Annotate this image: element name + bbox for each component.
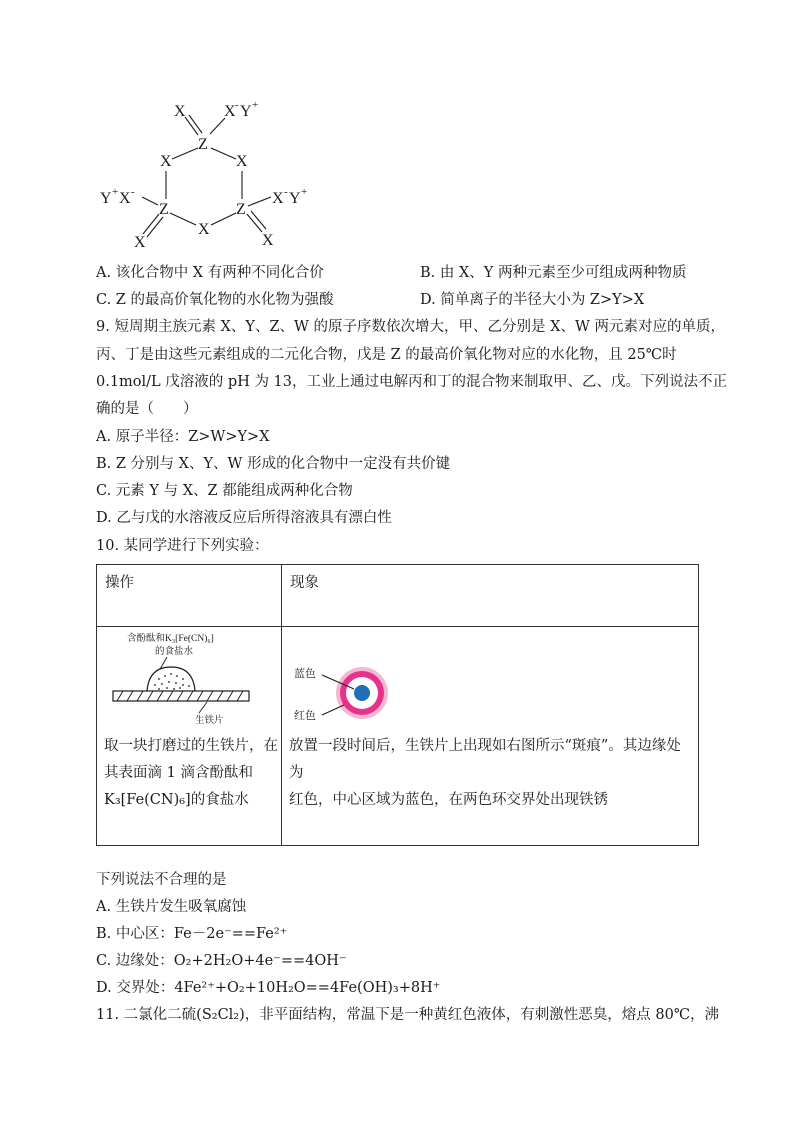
- atom-x-top-left: X: [174, 103, 186, 120]
- structure-diagram: [90, 95, 330, 255]
- q10-question: 下列说法不合理的是: [96, 872, 227, 888]
- q10-option-a: A. 生铁片发生吸氧腐蚀: [96, 899, 247, 915]
- table-cell-operation: [97, 627, 282, 846]
- atom-z-left: Z: [159, 201, 169, 218]
- atom-z-top: Z: [198, 136, 208, 153]
- spot-blue-center: [354, 685, 370, 701]
- atom-x-top-right: X: [224, 103, 236, 120]
- phenomenon-text: 放置一段时间后，生铁片上出现如右图所示“斑痕”。其边缘处为 红色，中心区域为蓝色，在两色环交界处出现铁锈: [289, 738, 681, 808]
- q8-option-a: A. 该化合物中 X 有两种不同化合价: [96, 265, 324, 281]
- q11-stem-line-1: 11. 二氯化二硫(S₂Cl₂)，非平面结构，常温下是一种黄红色液体，有刺激性恶臭，熔点 80℃，沸: [96, 1007, 720, 1023]
- atom-y-top-right: Y: [240, 103, 252, 120]
- fig2-label-blue: 蓝色: [294, 668, 316, 680]
- q10-option-d: D. 交界处：4Fe²⁺+O₂+10H₂O==4Fe(OH)₃+8H⁺: [96, 980, 441, 996]
- q8-option-c: C. Z 的最高价氧化物的水化物为强酸: [96, 292, 334, 308]
- q9-stem-line-1: 9. 短周期主族元素 X、Y、Z、W 的原子序数依次增大，甲、乙分别是 X、W 两元素对应的单质，: [96, 319, 725, 335]
- q10-option-c: C. 边缘处：O₂+2H₂O+4e⁻==4OH⁻: [96, 953, 347, 969]
- table-cell-phenomenon: [282, 627, 699, 846]
- q9-stem-line-2: 丙、丁是由这些元素组成的二元化合物，戊是 Z 的最高价氧化物对应的水化物，且 25℃时: [96, 347, 677, 363]
- atom-x-ring-right: X: [236, 153, 248, 170]
- table-header-operation: 操作: [97, 565, 282, 627]
- q9-option-c: C. 元素 Y 与 X、Z 都能组成两种化合物: [96, 483, 353, 499]
- operation-text: 取一块打磨过的生铁片，在 其表面滴 1 滴含酚酞和 K₃[Fe(CN)₆]的食盐水: [104, 738, 278, 808]
- atom-x-left: X: [119, 190, 131, 207]
- q10-option-b: B. 中心区：Fe－2e⁻==Fe²⁺: [96, 926, 288, 942]
- q9-option-b: B. Z 分别与 X、Y、W 形成的化合物中一定没有共价键: [96, 456, 451, 472]
- atom-y-right: Y: [289, 190, 301, 207]
- atom-x-right: X: [272, 190, 284, 207]
- fig1-label-iron: 生铁片: [195, 716, 224, 726]
- experiment-table: [96, 564, 699, 846]
- charge-plus-left: +: [112, 186, 119, 198]
- q8-option-d: D. 简单离子的半径大小为 Z>Y>X: [420, 292, 645, 308]
- q9-stem-line-4: 确的是（ ）: [96, 401, 198, 417]
- atom-x-bottom: X: [198, 221, 210, 238]
- fig1-label-solution: 含酚酞和K₃[Fe(CN)₆]: [127, 634, 214, 644]
- q9-option-a: A. 原子半径：Z>W>Y>X: [96, 429, 270, 445]
- fig1-label-brine: 的食盐水: [155, 647, 194, 657]
- charge-minus-top: -: [235, 99, 239, 111]
- rust-spot-figure: [290, 647, 400, 727]
- charge-minus-right: -: [284, 186, 288, 198]
- atom-y-left: Y: [100, 190, 112, 207]
- q9-stem-line-3: 0.1mol/L 戊溶液的 pH 为 13，工业上通过电解丙和丁的混合物来制取甲、乙、戊。下列说法不正: [96, 374, 728, 390]
- fig2-label-red: 红色: [294, 710, 316, 722]
- q10-intro: 10. 某同学进行下列实验：: [96, 538, 269, 554]
- atom-z-right: Z: [236, 201, 246, 218]
- atom-x-bottom-right: X: [262, 232, 274, 249]
- iron-sheet-drop-figure: [107, 629, 272, 727]
- atom-x-bottom-left: X: [134, 234, 146, 251]
- charge-minus-left: -: [131, 186, 135, 198]
- atom-x-ring-left: X: [160, 153, 172, 170]
- charge-plus-top: +: [252, 99, 259, 111]
- table-header-phenomenon: 现象: [282, 565, 699, 627]
- q9-option-d: D. 乙与戊的水溶液反应后所得溶液具有漂白性: [96, 510, 392, 526]
- charge-plus-right: +: [301, 186, 308, 198]
- q8-option-b: B. 由 X、Y 两种元素至少可组成两种物质: [420, 265, 687, 281]
